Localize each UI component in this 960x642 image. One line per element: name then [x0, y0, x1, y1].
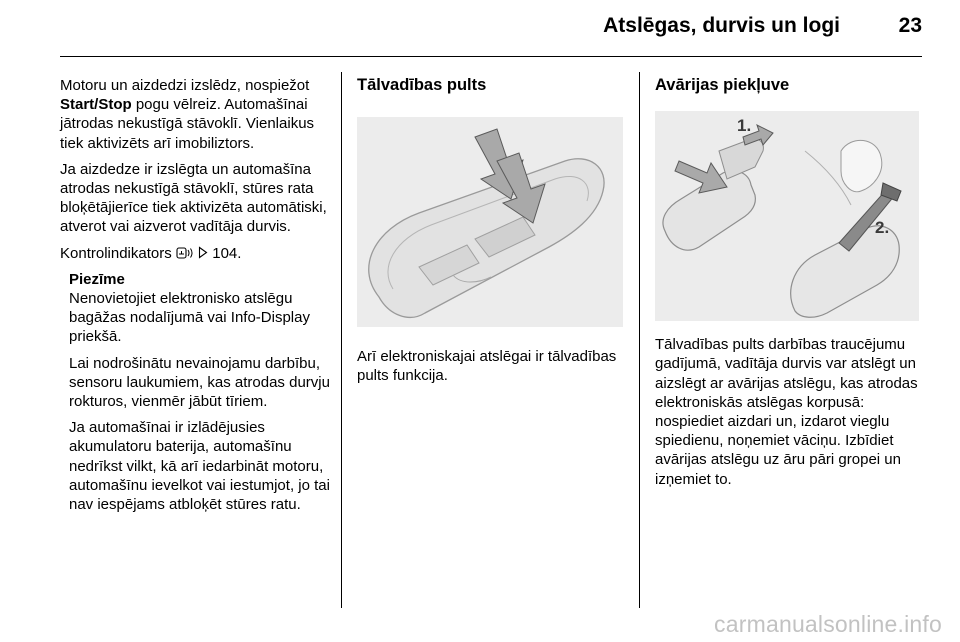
- key-indicator-icon: [176, 245, 194, 262]
- note-paragraph-placement: Nenovietojiet elektronisko atslēgu bagāžas nodalījumā vai Info-Display priekšā.: [69, 290, 310, 346]
- paragraph-indicator-reference: Kontrolindikators 104.: [60, 244, 242, 262]
- paragraph-engine-off: Motoru un aizdedzi izslēdz, nospiežot Start/Stop pogu vēlreiz. Automašīnai jātrodas nekustīgā stāvoklī. Vienlaikus tiek aktivizēts arī imobiliztors.: [60, 77, 315, 152]
- page-number: 23: [898, 14, 922, 37]
- start-stop-label: Start/Stop: [60, 96, 132, 114]
- section-title-remote: Tālvadības pults: [357, 76, 487, 94]
- emergency-access-paragraph: Tālvadības pults darbības traucējumu gadījumā, vadītāja durvis var atslēgt un aizslēgt ar avārijas atslēgu, kas atrodas elektroniskās atslēgas korpusā: nospiediet aizdari un, izdarot vieglu spiedienu, noņemiet vāciņu. Izbīdiet avārijas atslēgu uz āru pāri gropei un izņemiet to.: [655, 336, 918, 488]
- emergency-key-figure: [655, 111, 919, 321]
- page-reference-arrow-icon: [198, 245, 208, 262]
- section-title-emergency: Avārijas piekļuve: [655, 76, 790, 94]
- column-divider-left: [341, 72, 342, 608]
- remote-caption: Arī elektroniskajai atslēgai ir tālvadības pults funkcija.: [357, 348, 617, 385]
- step-1-label: 1.: [737, 116, 752, 136]
- paragraph-steering-lock: Ja aizdedze ir izslēgta un automašīna atrodas nekustīgā stāvoklī, stūres rata bloķētājierīce tiek aktivizēta automātiski, atverot vai aizverot vadītāja durvis.: [60, 160, 327, 236]
- column-remote-control: [357, 76, 625, 393]
- note-block: [69, 270, 332, 514]
- remote-key-figure: [357, 117, 623, 327]
- column-engine-off: [60, 76, 332, 521]
- column-divider-right: [639, 72, 640, 608]
- note-title: Piezīme: [69, 270, 125, 288]
- header-divider: [60, 56, 922, 57]
- watermark: carmanualsonline.info: [714, 611, 942, 637]
- note-paragraph-battery: Ja automašīnai ir izlādējusies akumulatoru baterija, automašīnu nedrīkst vilkt, kā arī iedarbināt motoru, automašīnu ievelkot vai iestumjot, jo tai nav iespējams atbloķēt stūres ratu.: [69, 419, 330, 514]
- page-header-title: Atslēgas, durvis un logi: [603, 14, 840, 37]
- step-2-label: 2.: [875, 218, 890, 238]
- column-emergency-access: [655, 76, 927, 496]
- note-paragraph-sensors: Lai nodrošinātu nevainojamu darbību, sensoru laukumiem, kas atrodas durvju rokturos, vienmēr jābūt tīriem.: [69, 354, 330, 411]
